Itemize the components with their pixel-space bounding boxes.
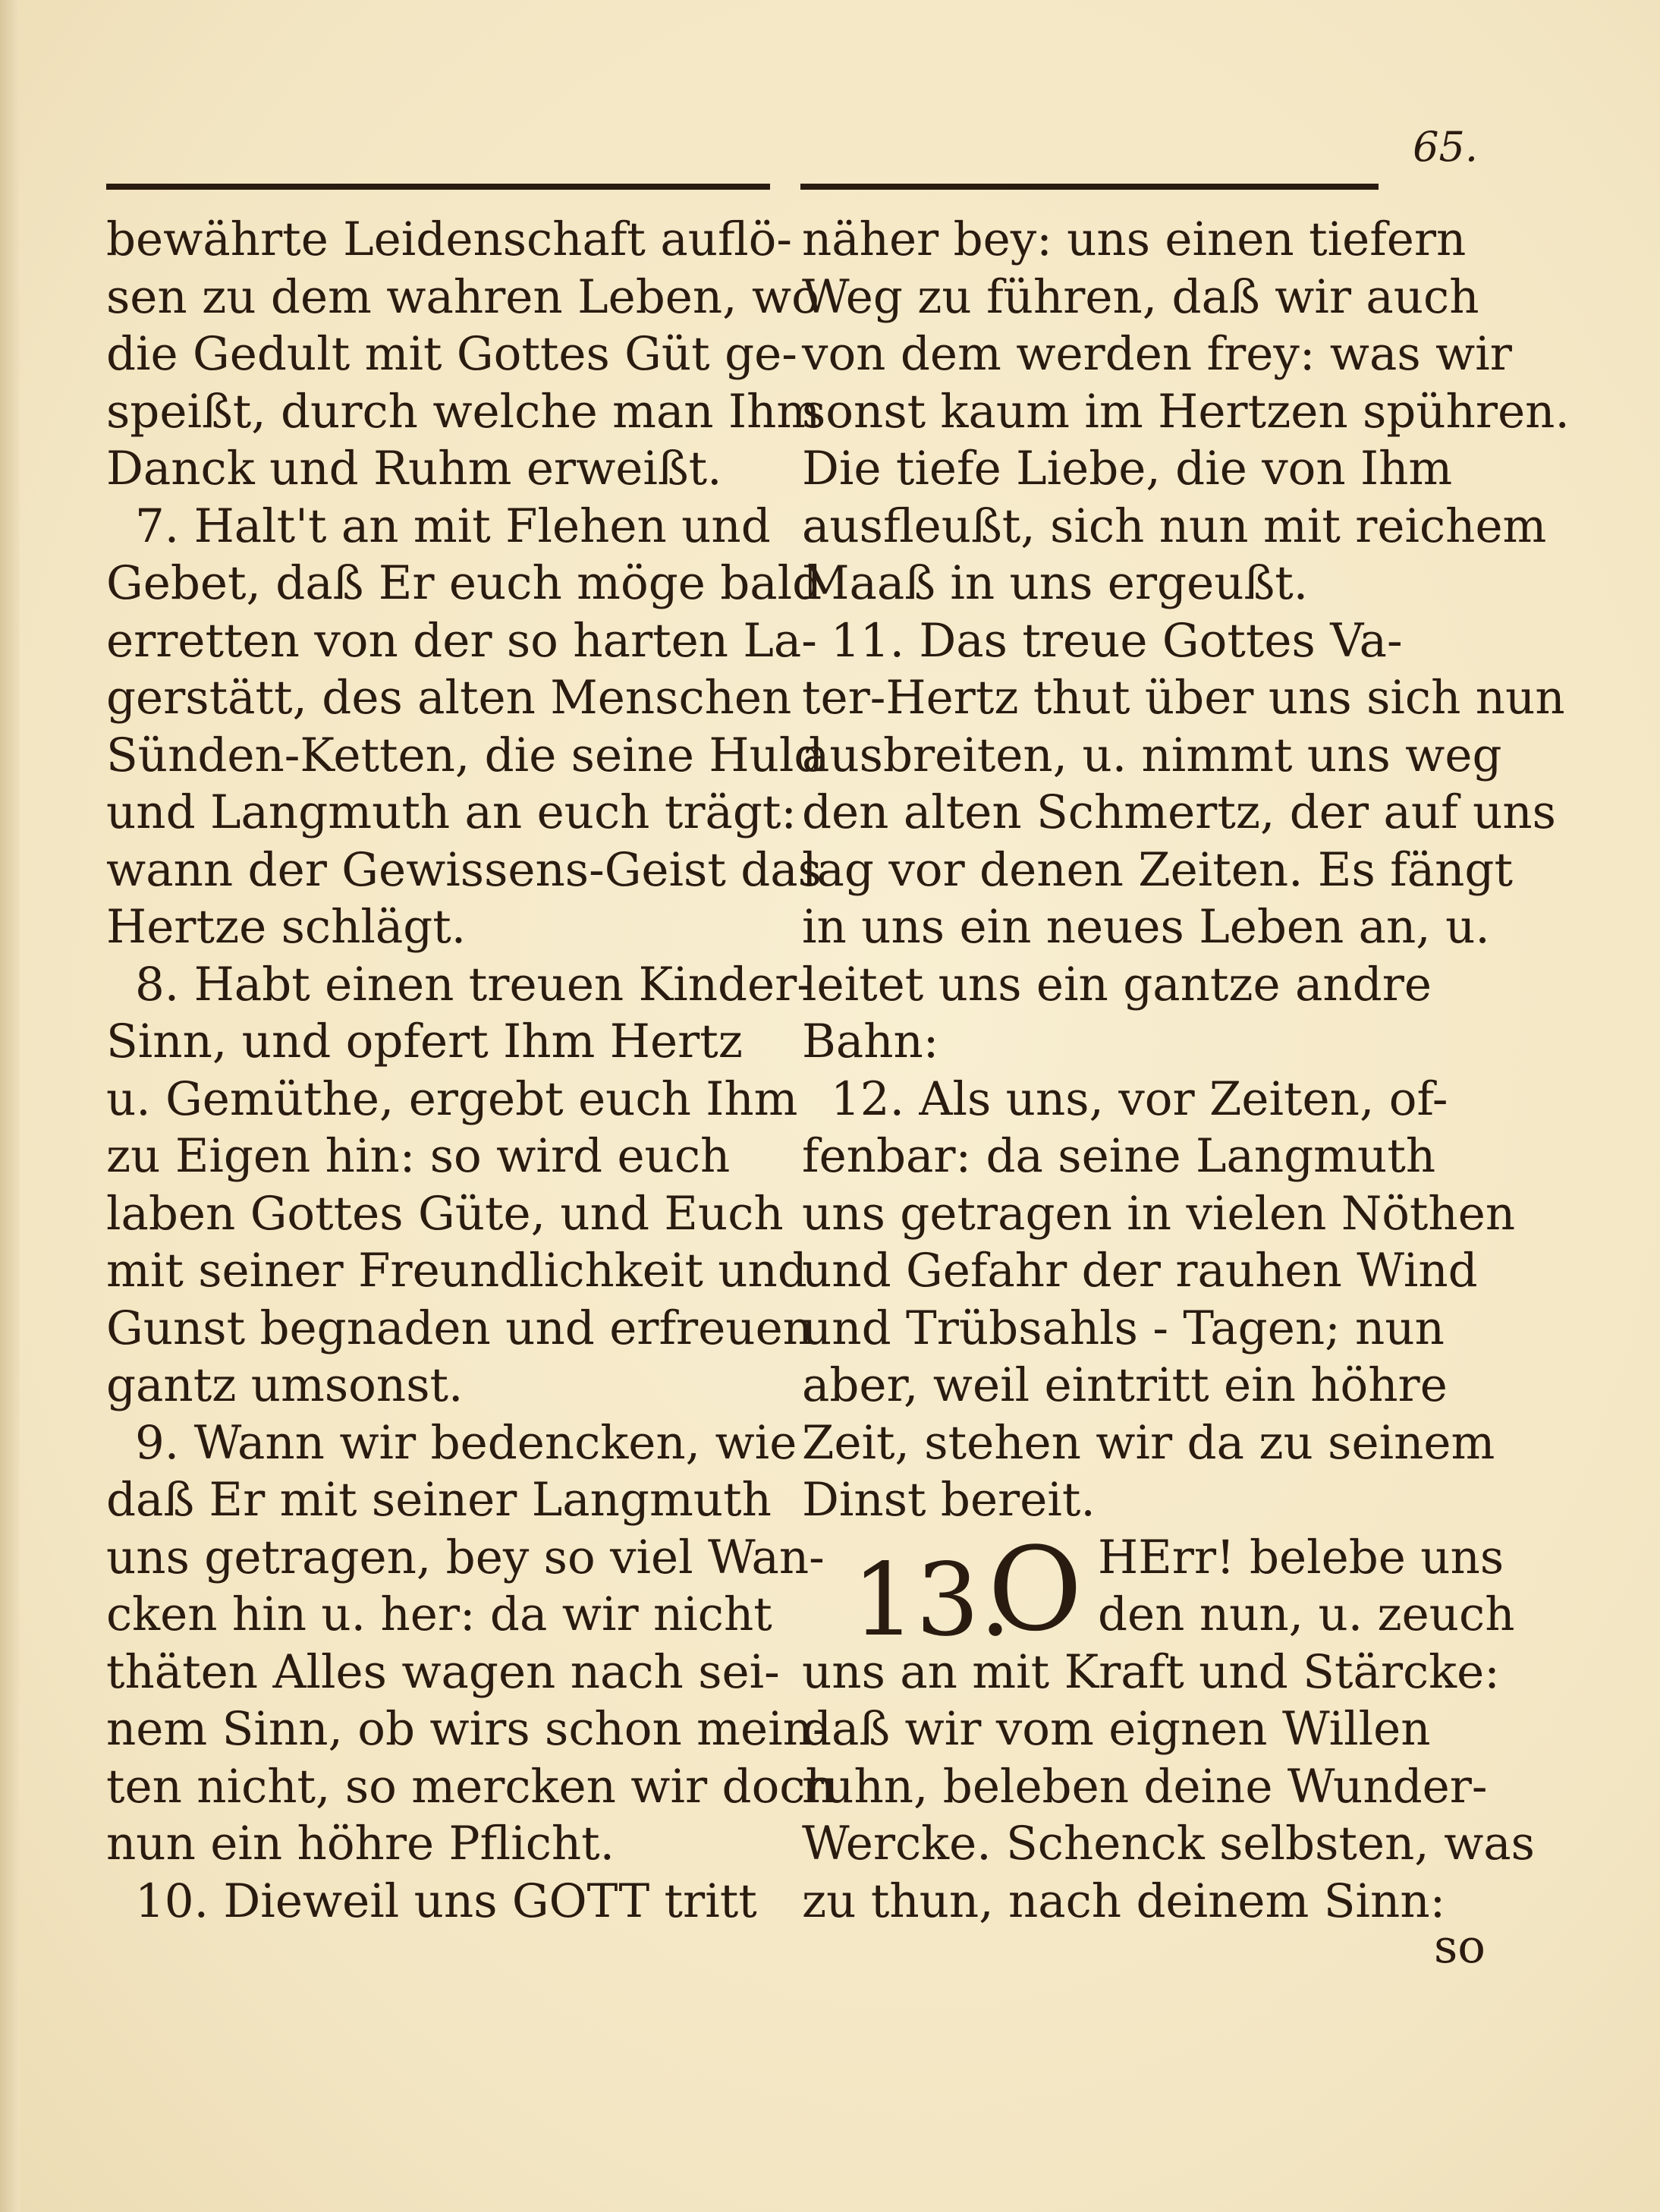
text-line: erretten von der so harten La- (106, 613, 817, 668)
right-column-top (802, 211, 1570, 1529)
text-line: 7. Halt't an mit Flehen und (135, 499, 771, 553)
text-line: nun ein höhre Pflicht. (106, 1817, 615, 1871)
text-line: zu thun, nach deinem Sinn: (802, 1874, 1446, 1928)
text-line: laben Gottes Güte, und Euch (106, 1186, 784, 1241)
text-line: von dem werden frey: was wir (802, 327, 1512, 381)
text-line: u. Gemüthe, ergebt euch Ihm (106, 1071, 798, 1126)
text-line: die Gedult mit Gottes Güt ge- (106, 327, 797, 381)
text-line: 10. Dieweil uns GOTT tritt (135, 1874, 757, 1928)
text-line: uns getragen in vielen Nöthen (802, 1186, 1516, 1241)
left-column (106, 211, 835, 1930)
text-line: wann der Gewissens-Geist das (106, 842, 822, 897)
text-line: näher bey: uns einen tiefern (802, 212, 1467, 266)
text-line: ausbreiten, u. nimmt uns weg (802, 728, 1502, 782)
verse-13-line-2: den nun, u. zeuch (1098, 1587, 1515, 1641)
verse-13-number: 13. (852, 1541, 1011, 1659)
text-line: fenbar: da seine Langmuth (802, 1129, 1436, 1183)
text-line: aber, weil eintritt ein höhre (802, 1358, 1448, 1412)
text-line: daß wir vom eignen Willen (802, 1702, 1431, 1756)
text-line: cken hin u. her: da wir nicht (106, 1587, 772, 1641)
text-line: in uns ein neues Leben an, u. (802, 900, 1490, 954)
text-line: uns getragen, bey so viel Wan- (106, 1530, 825, 1584)
text-line: 12. Als uns, vor Zeiten, of- (831, 1071, 1448, 1126)
text-line: ten nicht, so mercken wir doch (106, 1759, 835, 1814)
text-line: speißt, durch welche man Ihm (106, 384, 821, 439)
text-line: 9. Wann wir bedencken, wie (135, 1415, 797, 1470)
text-line: 11. Das treue Gottes Va- (831, 613, 1403, 668)
text-line: daß Er mit seiner Langmuth (106, 1473, 772, 1527)
text-line: Zeit, stehen wir da zu seinem (802, 1415, 1495, 1470)
right-column (802, 211, 1570, 1930)
text-line: Danck und Ruhm erweißt. (106, 442, 722, 496)
text-line: Weg zu führen, daß wir auch (802, 269, 1479, 324)
text-line: uns an mit Kraft und Stärcke: (802, 1644, 1500, 1699)
text-line: Hertze schlägt. (106, 900, 467, 954)
text-line: bewährte Leidenschaft auflö- (106, 212, 793, 266)
text-line: Dinst bereit. (802, 1473, 1096, 1527)
text-line: Sinn, und opfert Ihm Hertz (106, 1015, 743, 1068)
right-column-end (802, 1644, 1535, 1930)
text-line: gerstätt, des alten Menschen (106, 671, 792, 725)
right-header-rule (800, 184, 1379, 190)
text-line: gantz umsonst. (106, 1358, 464, 1412)
text-line: zu Eigen hin: so wird euch (106, 1129, 731, 1183)
text-line: ter-Hertz thut über uns sich nun (802, 671, 1565, 725)
text-line: thäten Alles wagen nach sei- (106, 1644, 780, 1699)
catchword: so (1434, 1920, 1486, 1974)
text-line: Gebet, daß Er euch möge bald (106, 556, 822, 610)
page-number: 65. (1413, 123, 1478, 171)
text-line: Die tiefe Liebe, die von Ihm (802, 442, 1453, 496)
left-header-rule (106, 184, 770, 190)
drop-cap-initial: O (988, 1521, 1083, 1657)
text-line: den alten Schmertz, der auf uns (802, 785, 1556, 839)
text-line: Wercke. Schenck selbsten, was (802, 1817, 1535, 1871)
text-line: nem Sinn, ob wirs schon mein- (106, 1702, 828, 1756)
verse-13-block (802, 1521, 1515, 1659)
text-line: sonst kaum im Hertzen spühren. (802, 384, 1570, 439)
text-line: 8. Habt einen treuen Kinder- (135, 957, 813, 1012)
text-line: Bahn: (802, 1015, 939, 1068)
text-line: sen zu dem wahren Leben, wo (106, 269, 819, 324)
text-line: Maaß in uns ergeußt. (802, 556, 1309, 610)
verse-13-line-1: HErr! belebe uns (1098, 1530, 1504, 1584)
text-line: ausfleußt, sich nun mit reichem (802, 499, 1547, 553)
text-line: und Trübsahls - Tagen; nun (802, 1301, 1445, 1355)
text-line: und Gefahr der rauhen Wind (802, 1244, 1478, 1298)
text-line: lag vor denen Zeiten. Es fängt (802, 842, 1513, 897)
text-line: und Langmuth an euch trägt: (106, 785, 797, 839)
page-gutter-edge (0, 0, 20, 2212)
text-line: Sünden-Ketten, die seine Huld (106, 728, 824, 782)
text-line: mit seiner Freundlichkeit und (106, 1244, 807, 1298)
text-line: leitet uns ein gantze andre (802, 957, 1432, 1012)
text-line: ruhn, beleben deine Wunder- (802, 1759, 1488, 1814)
text-line: Gunst begnaden und erfreuen (106, 1301, 813, 1355)
